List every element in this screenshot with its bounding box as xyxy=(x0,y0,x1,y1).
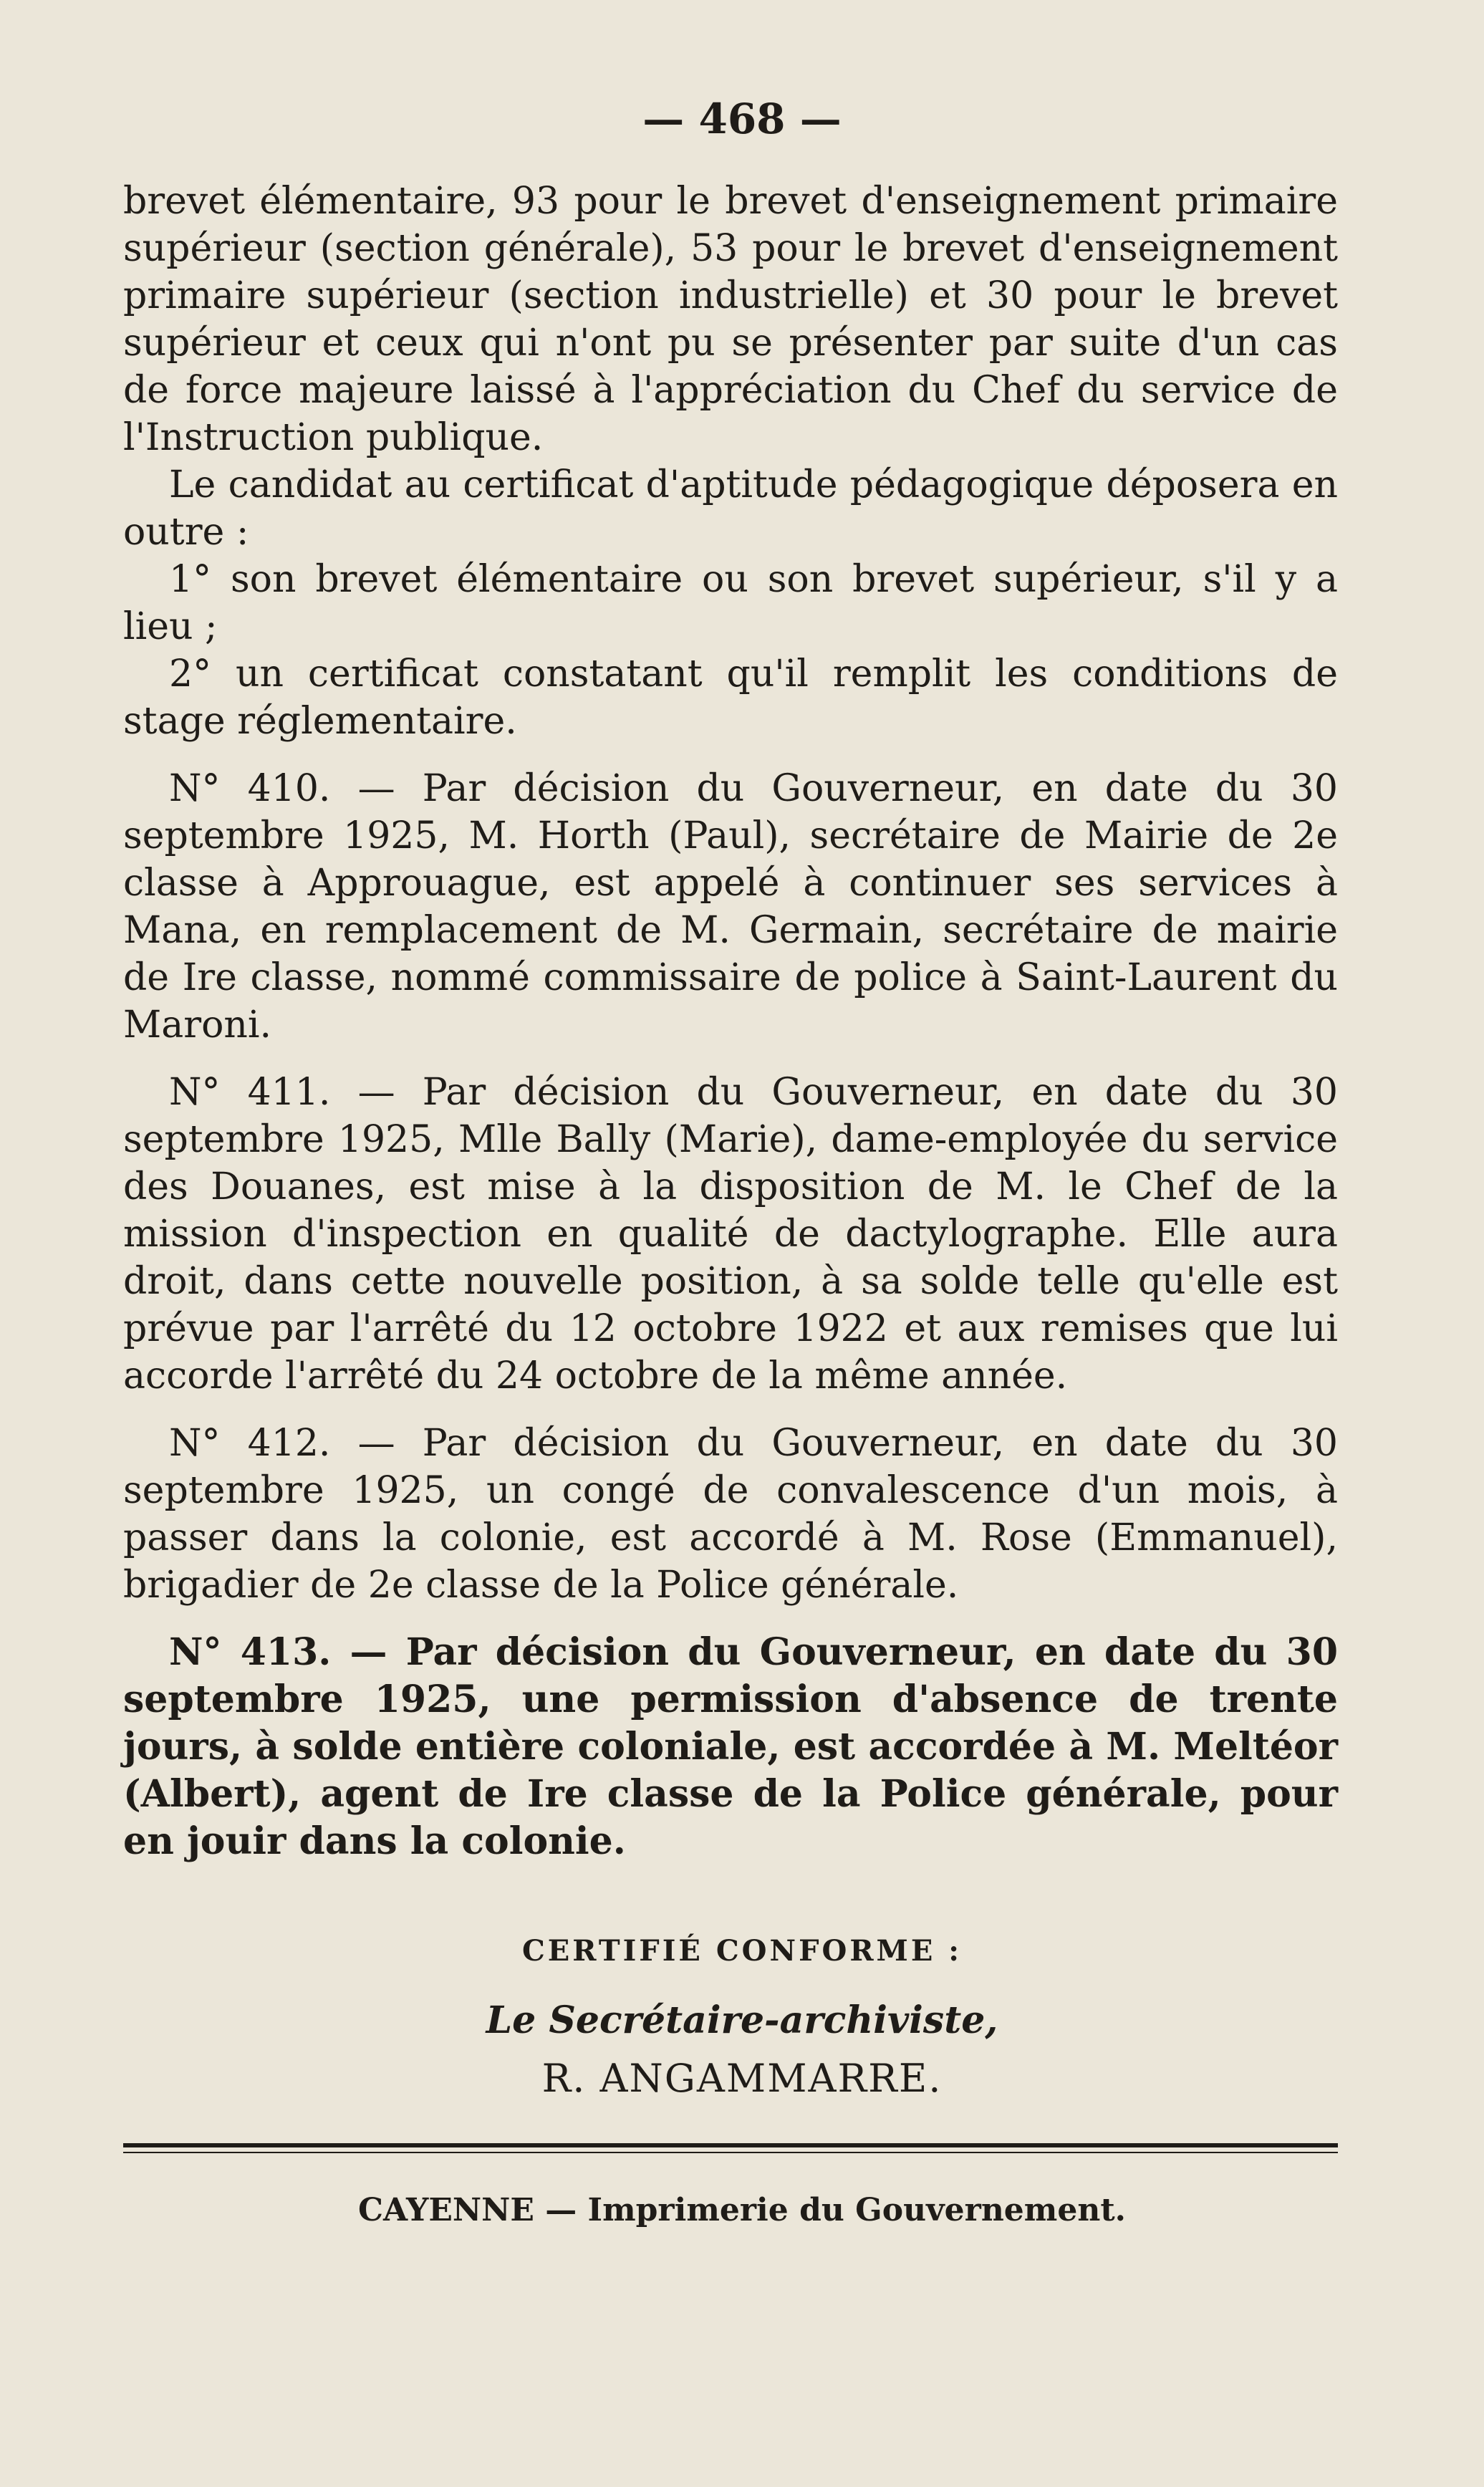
divider xyxy=(123,2143,1338,2147)
page-number: — 468 — xyxy=(642,95,842,143)
signatory-role: Le Secrétaire-archiviste, xyxy=(486,1998,998,2042)
paragraph-candidate: Le candidat au certificat d'aptitude pédagogique déposera en outre : xyxy=(123,463,1338,554)
decision-413: N° 413. — Par décision du Gouverneur, en date du 30 septembre 1925, une permission d'absence de trente jours, à solde entière coloniale, est accordée à M. Meltéor (Albert), agent de Ire classe de la Police générale, pour en jouir dans la colonie. xyxy=(123,1630,1338,1863)
body-text xyxy=(123,178,1338,1865)
paragraph-continuation: brevet élémentaire, 93 pour le brevet d'enseignement primaire supérieur (section générale), 53 pour le brevet d'enseignement primaire supérieur (section industrielle) et 30 pour le brevet supérieur et ceux qui n'ont pu se présenter par suite d'un cas de force majeure laissé à l'appréciation du Chef du service de l'Instruction publique. xyxy=(123,180,1338,459)
decision-410: N° 410. — Par décision du Gouverneur, en date du 30 septembre 1925, M. Horth (Paul), secrétaire de Mairie de 2e classe à Approuague, est appelé à continuer ses services à Mana, en remplacement de M. Germain, secrétaire de mairie de Ire classe, nommé commissaire de police à Saint-Laurent du Maroni. xyxy=(123,767,1338,1047)
decision-412: N° 412. — Par décision du Gouverneur, en date du 30 septembre 1925, un congé de convalescence d'un mois, à passer dans la colonie, est accordé à M. Rose (Emmanuel), brigadier de 2e classe de la Police générale. xyxy=(123,1422,1338,1607)
paragraph-item-1: 1° son brevet élémentaire ou son brevet supérieur, s'il y a lieu ; xyxy=(123,558,1338,648)
divider-thin xyxy=(123,2152,1338,2153)
certified-label: CERTIFIÉ CONFORME : xyxy=(521,1934,963,1968)
printer-footer: CAYENNE — Imprimerie du Gouvernement. xyxy=(358,2192,1126,2228)
decision-411: N° 411. — Par décision du Gouverneur, en date du 30 septembre 1925, Mlle Bally (Marie), dame-employée du service des Douanes, est mise à la disposition de M. le Chef de la mission d'inspection en qualité de dactylographe. Elle aura droit, dans cette nouvelle position, à sa solde telle qu'elle est prévue par l'arrêté du 12 octobre 1922 et aux remises que lui accorde l'arrêté du 24 octobre de la même année. xyxy=(123,1071,1338,1398)
signatory-name: R. ANGAMMARRE. xyxy=(541,2056,943,2101)
paragraph-item-2: 2° un certificat constatant qu'il remplit les conditions de stage réglementaire. xyxy=(123,653,1338,743)
